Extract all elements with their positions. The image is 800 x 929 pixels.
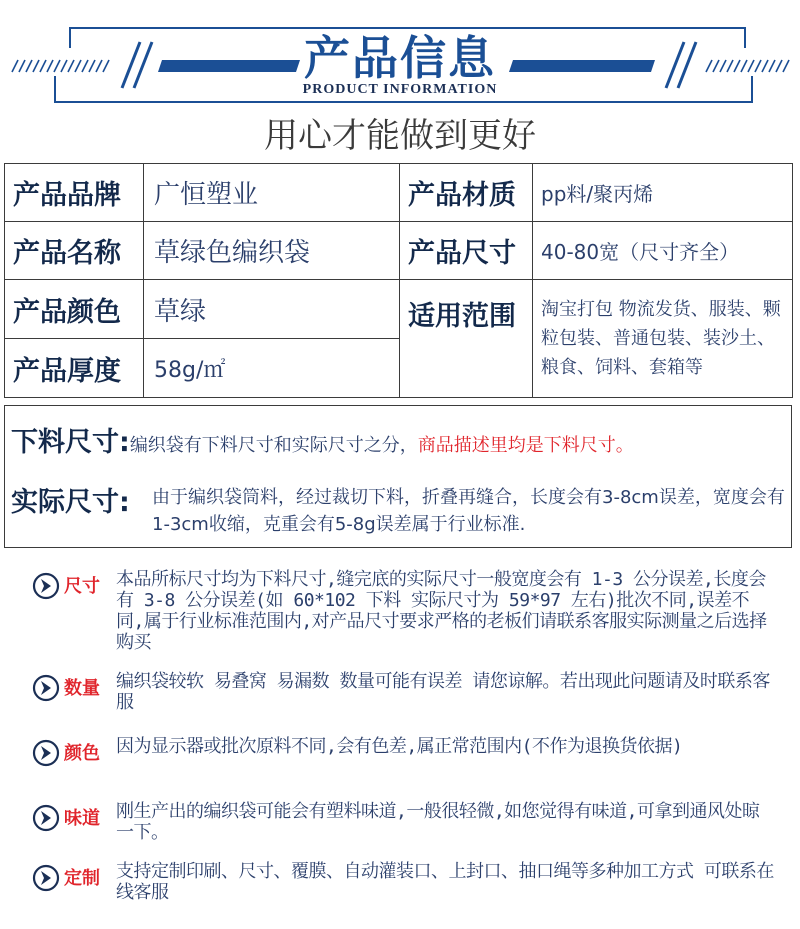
cut-size-text: 编织袋有下料尺寸和实际尺寸之分， <box>129 435 418 456</box>
size-label: 产品尺寸 <box>400 222 533 280</box>
note-title: 味道 <box>64 808 100 829</box>
cut-size-highlight: 商品描述里均是下料尺寸。 <box>417 435 634 456</box>
note-text: 支持定制印刷、尺寸、覆膜、自动灌装口、上封口、抽口绳等多种加工方式 可联系在线客服 <box>116 861 774 903</box>
table-row <box>5 222 793 280</box>
note-text: 本品所标尺寸均为下料尺寸,缝完底的实际尺寸一般宽度会有 1-3 公分误差,长度会有 3-8 公分误差(如 60*102 下料 实际尺寸为 59*97 左右)批次不同,误差不同,属于行业标准范围内,对产品尺寸要求严格的老板们请联系客服实际测量之后选择购买 <box>116 569 767 653</box>
note-custom <box>32 861 792 909</box>
arrow-right-circle-icon <box>32 572 60 600</box>
thickness-value: 58g/㎡ <box>144 339 400 398</box>
table-row <box>5 164 793 222</box>
note-smell <box>32 801 792 849</box>
scope-value: 淘宝打包 物流发货、服装、颗粒包装、普通包装、装沙土、粮食、饲料、套箱等 <box>533 280 793 398</box>
scope-label: 适用范围 <box>400 280 533 398</box>
note-text: 刚生产出的编织袋可能会有塑料味道,一般很轻微,如您觉得有味道,可拿到通风处晾一下。 <box>116 801 760 843</box>
note-title: 数量 <box>64 678 100 699</box>
page-subtitle: PRODUCT INFORMATION <box>302 82 498 97</box>
actual-size-line <box>11 480 130 519</box>
thickness-label: 产品厚度 <box>5 339 144 398</box>
header <box>0 0 800 160</box>
cut-size-label: 下料尺寸: <box>11 427 130 458</box>
arrow-right-circle-icon <box>32 674 60 702</box>
size-explanation-box <box>4 405 792 548</box>
product-info-table <box>4 163 793 398</box>
note-size <box>32 569 792 659</box>
material-value: pp料/聚丙烯 <box>533 164 793 222</box>
cut-size-line <box>11 420 634 459</box>
arrow-right-circle-icon <box>32 864 60 892</box>
note-title: 定制 <box>64 868 100 889</box>
color-label: 产品颜色 <box>5 280 144 339</box>
note-text: 编织袋较软 易叠窝 易漏数 数量可能有误差 请您谅解。若出现此问题请及时联系客服 <box>116 671 770 713</box>
arrow-right-circle-icon <box>32 804 60 832</box>
name-value: 草绿色编织袋 <box>144 222 400 280</box>
page-title: 产品信息 <box>304 31 496 85</box>
material-label: 产品材质 <box>400 164 533 222</box>
table-row <box>5 280 793 339</box>
arrow-right-circle-icon <box>32 739 60 767</box>
note-title: 尺寸 <box>64 576 100 597</box>
actual-size-text: 由于编织袋筒料，经过裁切下料，折叠再缝合，长度会有3-8cm误差，宽度会有1-3cm收缩，克重会有5-8g误差属于行业标准. <box>152 487 785 535</box>
note-quantity <box>32 671 792 719</box>
brand-value: 广恒塑业 <box>144 164 400 222</box>
brand-label: 产品品牌 <box>5 164 144 222</box>
size-value: 40-80宽（尺寸齐全） <box>533 222 793 280</box>
name-label: 产品名称 <box>5 222 144 280</box>
note-text: 因为显示器或批次原料不同,会有色差,属正常范围内(不作为退换货依据) <box>116 736 683 757</box>
actual-size-label: 实际尺寸: <box>11 487 130 518</box>
note-title: 颜色 <box>64 743 100 764</box>
slogan: 用心才能做到更好 <box>264 116 536 156</box>
note-color <box>32 736 792 784</box>
color-value: 草绿 <box>144 280 400 339</box>
